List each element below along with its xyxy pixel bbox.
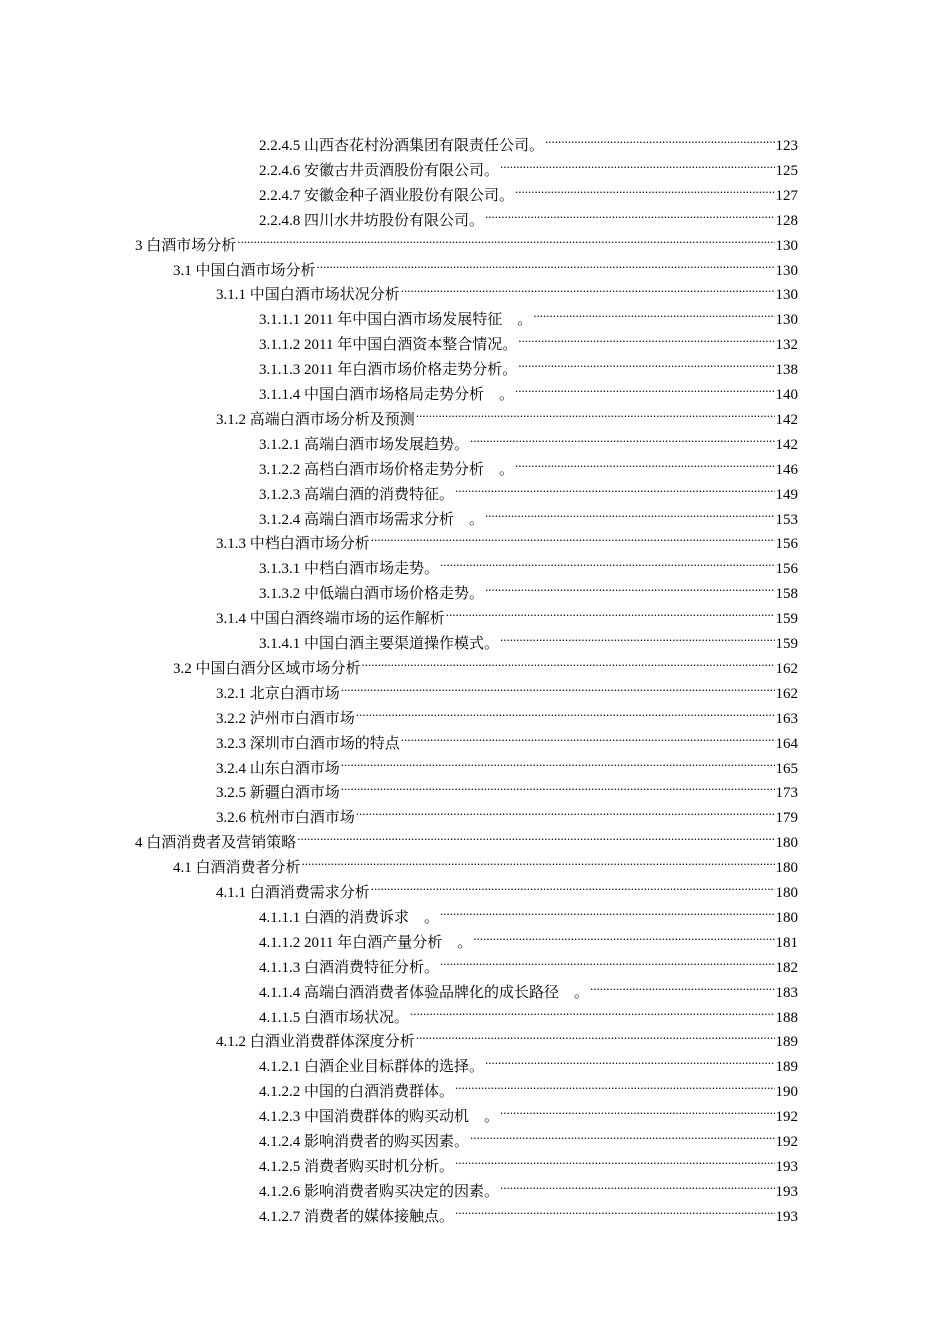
dot-leader [473,923,774,947]
toc-entry[interactable] [259,898,798,926]
toc-entry[interactable] [259,500,798,528]
toc-entry-title: 4.1.1 白酒消费需求分析 [216,885,370,901]
dot-leader [416,400,775,424]
toc-entry[interactable] [216,724,798,752]
toc-entry[interactable] [259,1172,798,1200]
toc-entry-title: 4.1.2 白酒业消费群体深度分析 [216,1034,415,1051]
toc-entry-page-number: 192 [775,1109,798,1126]
toc-entry[interactable] [259,1047,798,1076]
dot-leader [485,201,774,225]
toc-entry[interactable] [259,923,798,951]
toc-entry-title: 4.1.2.2 中国的白酒消费群体。 [259,1084,455,1101]
dot-leader [237,226,774,250]
toc-entry-title: 3.1.2.4 高端白酒市场需求分析 。 [259,511,485,528]
dot-leader [545,126,774,150]
dot-leader [455,1197,774,1221]
toc-entry[interactable] [259,1197,798,1225]
toc-entry[interactable] [259,549,798,578]
toc-entry-page-number: 125 [775,162,798,179]
toc-entry-title: 4.1.1.5 白酒市场状况。 [259,1009,410,1026]
toc-entry-title: 3.1.1 中国白酒市场状况分析 [216,287,400,304]
toc-entry-page-number: 180 [775,885,798,901]
toc-entry-title: 2.2.4.5 山西杏花村汾酒集团有限责任公司。 [259,138,545,154]
toc-entry-page-number: 162 [775,685,798,702]
toc-entry[interactable] [259,325,798,354]
toc-entry-title: 4 白酒消费者及营销策略 [135,835,297,852]
toc-entry-title: 2.2.4.7 安徽金种子酒业股份有限公司。 [259,187,515,204]
toc-entry[interactable] [259,450,798,478]
toc-entry[interactable] [216,749,798,777]
toc-entry-page-number: 142 [775,436,798,453]
dot-leader [485,574,774,598]
toc-entry[interactable] [259,126,798,154]
toc-entry[interactable] [216,773,798,802]
toc-entry-title: 3.1.4 中国白酒终端市场的运作解析 [216,611,445,628]
toc-entry-title: 3.1.2 高端白酒市场分析及预测 [216,411,415,428]
toc-entry-page-number: 130 [775,262,798,279]
toc-entry-page-number: 181 [775,934,798,951]
dot-leader [371,873,775,897]
toc-entry-page-number: 180 [775,860,798,877]
toc-entry-title: 3.1.2.2 高档白酒市场价格走势分析 。 [259,461,515,478]
toc-entry-page-number: 159 [775,611,798,628]
dot-leader [470,425,774,449]
dot-leader [455,1147,774,1171]
toc-entry-title: 3.2.4 山东白酒市场 [216,760,340,777]
toc-entry-title: 3.1.1.2 2011 年中国白酒资本整合情况。 [259,337,518,354]
toc-entry-page-number: 142 [775,411,798,428]
dot-leader [590,973,774,997]
dot-leader [518,350,774,374]
toc-entry-title: 3.1.1.4 中国白酒市场格局走势分析 。 [259,387,515,403]
toc-entry[interactable] [216,873,798,901]
toc-entry-title: 4.1 白酒消费者分析 [173,860,301,877]
toc-entry-title: 3 白酒市场分析 [135,237,237,254]
dot-leader [515,176,774,200]
dot-leader [401,724,775,748]
toc-entry-title: 4.1.1.4 高端白酒消费者体验品牌化的成长路径 。 [259,984,590,1001]
toc-entry-title: 3.1.4.1 中国白酒主要渠道操作模式。 [259,636,500,652]
toc-entry-page-number: 188 [775,1009,798,1026]
toc-entry-title: 3.2 中国白酒分区域市场分析 [173,660,361,677]
toc-entry[interactable] [259,998,798,1026]
toc-entry-page-number: 190 [775,1084,798,1101]
toc-entry[interactable] [259,375,798,403]
toc-entry[interactable] [259,201,798,229]
toc-entry-title: 3.2.1 北京白酒市场 [216,685,340,702]
dot-leader [485,500,774,524]
toc-entry[interactable] [259,973,798,1001]
dot-leader [416,1022,775,1046]
toc-entry-page-number: 130 [775,237,798,254]
dot-leader [440,549,774,573]
dot-leader [341,674,775,698]
toc-entry-page-number: 163 [775,710,798,727]
toc-entry-title: 4.1.1.2 2011 年白酒产量分析 。 [259,934,473,951]
toc-entry-title: 2.2.4.8 四川水井坊股份有限公司。 [259,212,485,229]
toc-entry[interactable] [259,1097,798,1126]
toc-entry-title: 4.1.2.3 中国消费群体的购买动机 。 [259,1109,500,1126]
toc-entry-page-number: 128 [775,212,798,229]
dot-leader [440,948,774,972]
dot-leader [485,1047,774,1071]
toc-entry-title: 4.1.1.1 白酒的消费诉求 。 [259,909,440,926]
dot-leader [500,1172,774,1196]
toc-entry-page-number: 158 [775,586,798,603]
dot-leader [401,275,775,299]
toc-entry-page-number: 180 [775,835,798,852]
toc-entry[interactable] [259,176,798,204]
toc-entry[interactable] [259,475,798,503]
dot-leader [371,524,775,548]
toc-entry-page-number: 173 [775,785,798,802]
dot-leader [362,649,775,673]
toc-entry[interactable] [173,848,798,877]
toc-entry-title: 4.1.2.4 影响消费者的购买因素。 [259,1134,470,1150]
toc-entry[interactable] [259,574,798,603]
toc-entry-page-number: 149 [775,486,798,503]
toc-entry-title: 2.2.4.6 安徽古井贡酒股份有限公司。 [259,162,500,179]
toc-entry-page-number: 183 [775,984,798,1001]
toc-entry-page-number: 193 [775,1208,798,1225]
toc-entry-title: 3.1.2.1 高端白酒市场发展趋势。 [259,436,470,453]
toc-entry[interactable] [259,300,798,329]
toc-entry[interactable] [259,1072,798,1101]
dot-leader [470,1122,774,1146]
toc-entry-page-number: 127 [775,187,798,204]
toc-entry-title: 3.2.2 泸州市白酒市场 [216,710,355,727]
toc-entry-page-number: 156 [775,536,798,553]
toc-entry-page-number: 192 [775,1134,798,1150]
dot-leader [500,151,774,175]
toc-entry[interactable] [259,624,798,652]
toc-entry[interactable] [216,798,798,827]
toc-entry-page-number: 156 [775,561,798,578]
toc-entry-title: 3.1.3.2 中低端白酒市场价格走势。 [259,586,485,603]
dot-leader [341,773,775,797]
toc-entry-title: 3.1 中国白酒市场分析 [173,262,316,279]
toc-entry[interactable] [135,226,798,254]
toc-entry[interactable] [259,1147,798,1175]
toc-entry-title: 3.2.5 新疆白酒市场 [216,785,340,802]
toc-entry-title: 3.1.1.3 2011 年白酒市场价格走势分析。 [259,362,518,379]
toc-entry-page-number: 165 [775,760,798,777]
toc-entry-page-number: 153 [775,511,798,528]
toc-entry[interactable] [259,425,798,453]
toc-entry-title: 4.1.1.3 白酒消费特征分析。 [259,959,440,976]
toc-entry[interactable] [216,1022,798,1051]
toc-entry[interactable] [259,948,798,976]
toc-entry-page-number: 132 [775,337,798,354]
dot-leader [297,823,774,847]
toc-entry-page-number: 138 [775,362,798,379]
toc-entry-title: 3.1.3.1 中档白酒市场走势。 [259,561,440,578]
toc-entry[interactable] [135,823,798,852]
toc-entry-title: 3.1.1.1 2011 年中国白酒市场发展特征 。 [259,312,533,329]
dot-leader [356,798,775,822]
toc-entry-page-number: 130 [775,287,798,304]
dot-leader [533,300,774,324]
toc-entry-page-number: 123 [775,138,798,154]
dot-leader [500,1097,774,1121]
toc-entry[interactable] [173,649,798,677]
dot-leader [410,998,774,1022]
toc-entry-title: 3.2.3 深圳市白酒市场的特点 [216,735,400,752]
dot-leader [302,848,775,872]
toc-entry[interactable] [216,524,798,553]
dot-leader [356,699,775,723]
toc-entry-page-number: 164 [775,735,798,752]
dot-leader [455,1072,774,1096]
dot-leader [455,475,774,499]
toc-entry-page-number: 159 [775,636,798,652]
toc-entry-title: 4.1.2.7 消费者的媒体接触点。 [259,1208,455,1225]
toc-entry-page-number: 130 [775,312,798,329]
dot-leader [440,898,774,922]
toc-entry-title: 3.1.2.3 高端白酒的消费特征。 [259,486,455,503]
toc-entry[interactable] [216,400,798,428]
toc-entry[interactable] [259,1122,798,1150]
toc-entry-title: 3.2.6 杭州市白酒市场 [216,810,355,827]
toc-entry[interactable] [259,350,798,379]
toc-entry[interactable] [216,699,798,727]
toc-entry[interactable] [216,599,798,628]
toc-entry-page-number: 180 [775,909,798,926]
toc-entry-page-number: 146 [775,461,798,478]
toc-entry-page-number: 189 [775,1034,798,1051]
toc-entry[interactable] [216,275,798,304]
toc-entry-title: 4.1.2.1 白酒企业目标群体的选择。 [259,1059,485,1076]
dot-leader [515,375,774,399]
toc-entry[interactable] [173,251,798,279]
toc-entry-page-number: 162 [775,660,798,677]
dot-leader [500,624,774,648]
dot-leader [518,325,774,349]
toc-entry-title: 4.1.2.5 消费者购买时机分析。 [259,1158,455,1175]
toc-entry[interactable] [259,151,798,179]
dot-leader [446,599,775,623]
toc-entry-page-number: 193 [775,1183,798,1200]
toc-entry-page-number: 189 [775,1059,798,1076]
dot-leader [515,450,774,474]
toc-entry[interactable] [216,674,798,702]
toc-entry-title: 3.1.3 中档白酒市场分析 [216,536,370,553]
toc-entry-page-number: 140 [775,387,798,403]
toc-entry-page-number: 193 [775,1158,798,1175]
dot-leader [317,251,775,275]
toc-entry-title: 4.1.2.6 影响消费者购买决定的因素。 [259,1183,500,1200]
toc-entry-page-number: 182 [775,959,798,976]
dot-leader [341,749,775,773]
toc-entry-page-number: 179 [775,810,798,827]
